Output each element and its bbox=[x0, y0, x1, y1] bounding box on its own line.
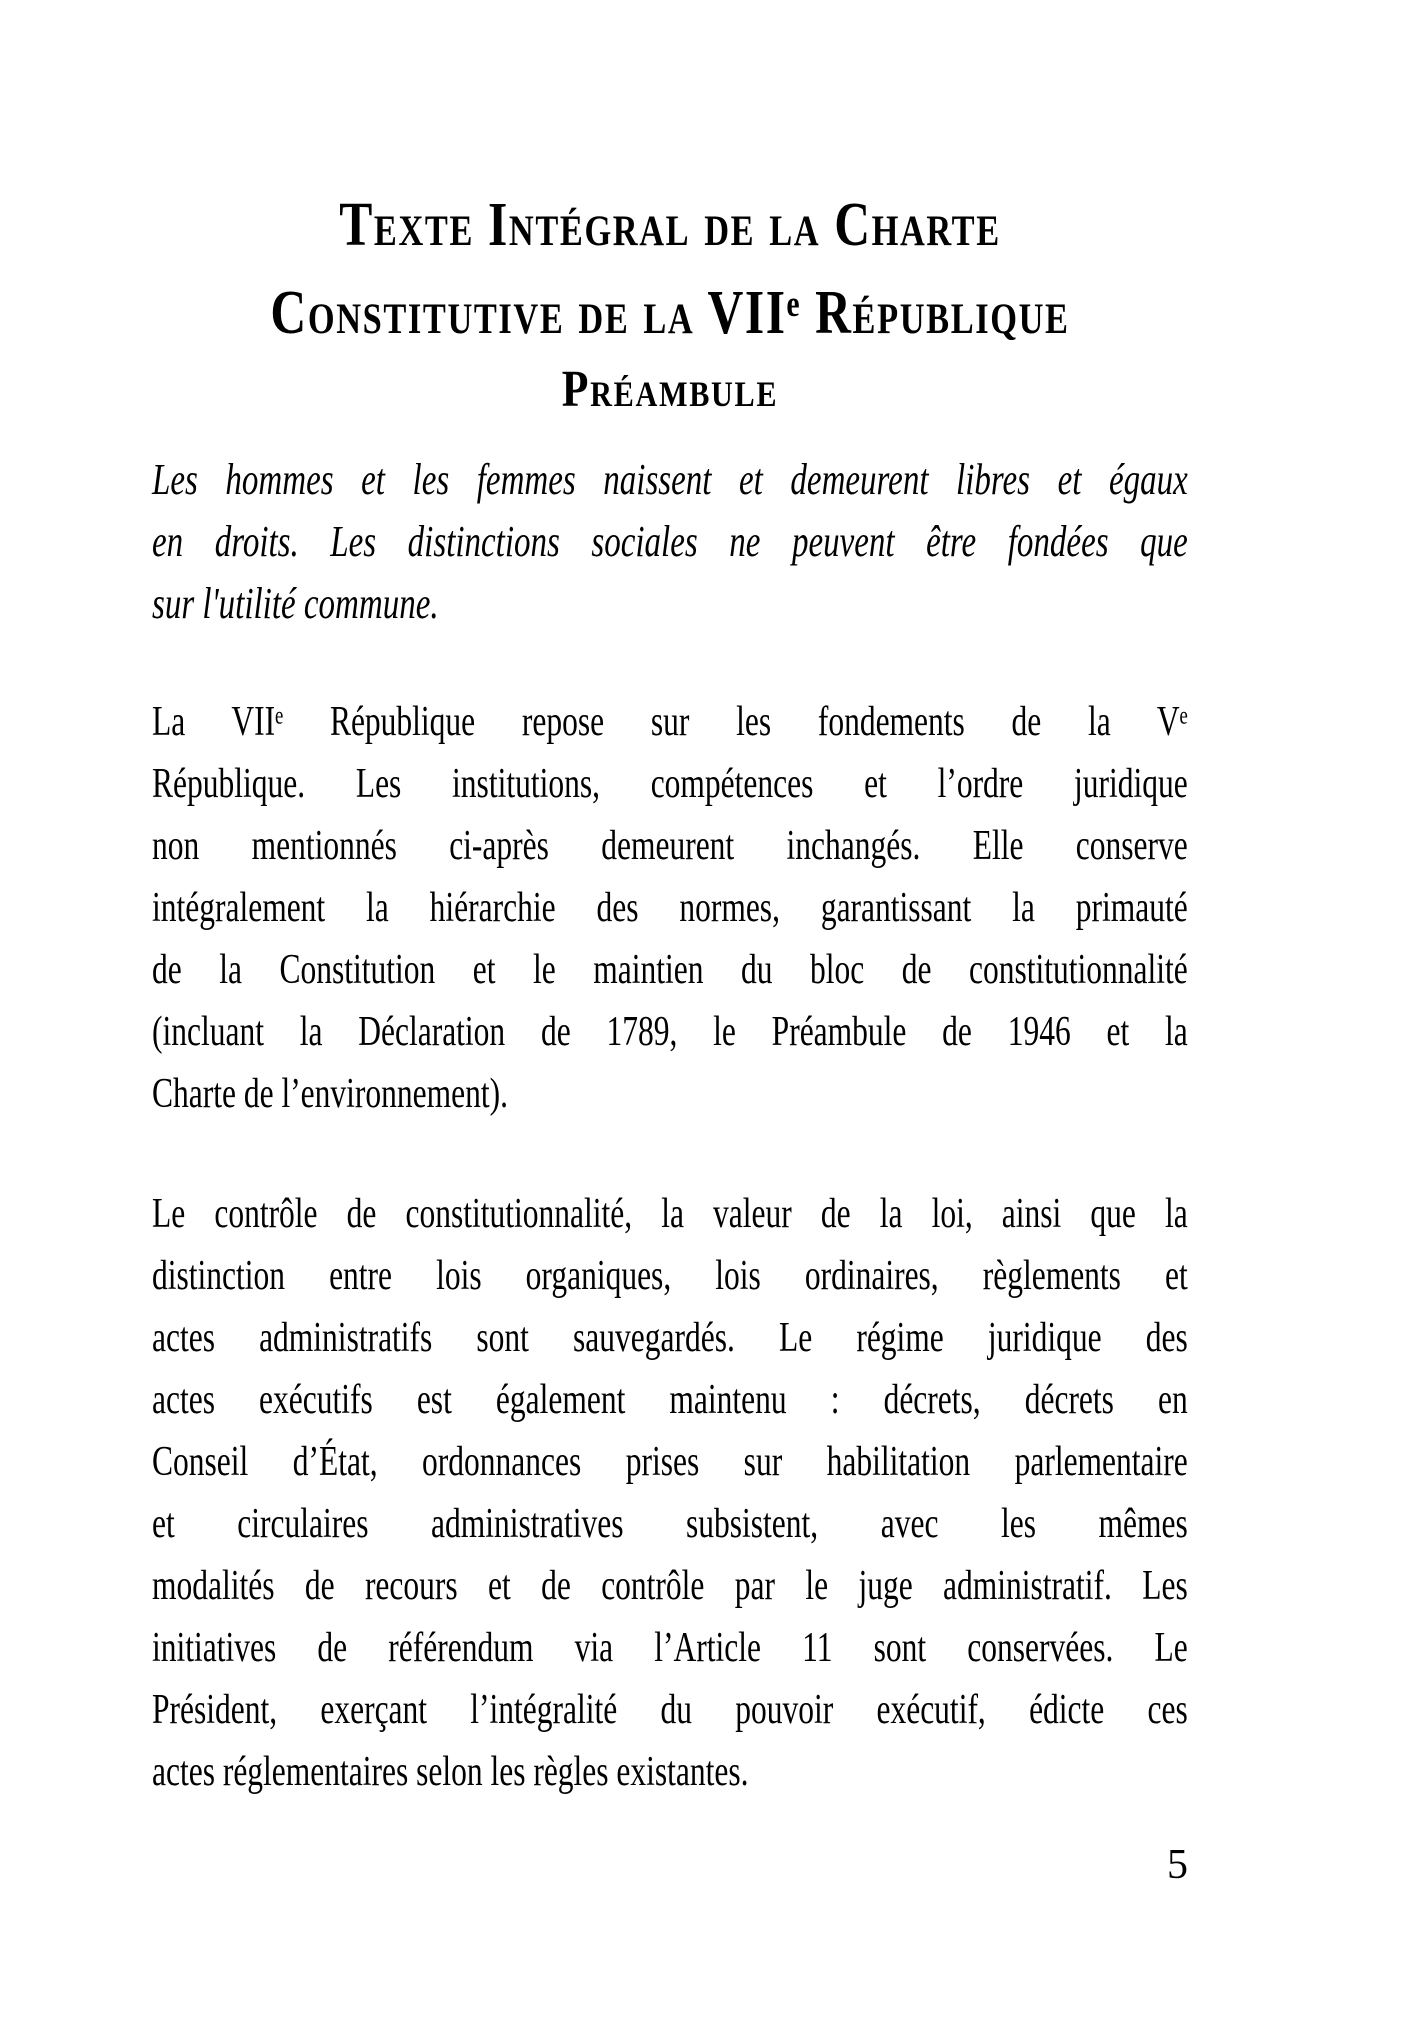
text-line: Président, exerçant l’intégralité du pouvoir exécutif, édicte ces bbox=[152, 1687, 1188, 1733]
text-line: actes réglementaires selon les règles existantes. bbox=[152, 1749, 749, 1795]
text-line: de la Constitution et le maintien du bloc de constitutionnalité bbox=[152, 947, 1188, 993]
epigraph-line: en droits. Les distinctions sociales ne peuvent être fondées que bbox=[152, 517, 1188, 566]
text-line: initiatives de référendum via l’Article 11 sont conservées. Le bbox=[152, 1625, 1188, 1671]
text-line: Le contrôle de constitutionnalité, la valeur de la loi, ainsi que la bbox=[152, 1191, 1188, 1237]
text-line: (incluant la Déclaration de 1789, le Préambule de 1946 et la bbox=[152, 1009, 1188, 1055]
paragraph-2 bbox=[152, 1183, 1188, 1803]
title-line-1: Texte Intégral de la Charte bbox=[339, 191, 1001, 259]
text-line: intégralement la hiérarchie des normes, garantissant la primauté bbox=[152, 885, 1188, 931]
text-line: Conseil d’État, ordonnances prises sur habilitation parlementaire bbox=[152, 1439, 1188, 1485]
text-line: République. Les institutions, compétences et l’ordre juridique bbox=[152, 761, 1188, 807]
document-title bbox=[152, 181, 1188, 357]
text-line: distinction entre lois organiques, lois ordinaires, règlements et bbox=[152, 1253, 1188, 1299]
page-content bbox=[152, 0, 1188, 1803]
text-line: actes exécutifs est également maintenu : décrets, décrets en bbox=[152, 1377, 1188, 1423]
text-line: non mentionnés ci-après demeurent inchangés. Elle conserve bbox=[152, 823, 1188, 869]
epigraph-line: Les hommes et les femmes naissent et demeurent libres et égaux bbox=[152, 455, 1188, 504]
title-line-2: Constitutive de la VIIᵉ République bbox=[270, 279, 1070, 347]
preamble-heading-text: Préambule bbox=[561, 361, 779, 418]
preamble-epigraph bbox=[152, 449, 1188, 635]
text-line: modalités de recours et de contrôle par le juge administratif. Les bbox=[152, 1563, 1188, 1609]
paragraph-1 bbox=[152, 691, 1188, 1125]
text-line: et circulaires administratives subsistent, avec les mêmes bbox=[152, 1501, 1188, 1547]
text-line: La VIIᵉ République repose sur les fondements de la Vᵉ bbox=[152, 699, 1188, 745]
epigraph-line: sur l'utilité commune. bbox=[152, 579, 439, 628]
text-line: Charte de l’environnement). bbox=[152, 1071, 508, 1117]
text-line: actes administratifs sont sauvegardés. Le régime juridique des bbox=[152, 1315, 1188, 1361]
preamble-heading bbox=[152, 359, 1188, 421]
page-number: 5 bbox=[1167, 1842, 1188, 1888]
